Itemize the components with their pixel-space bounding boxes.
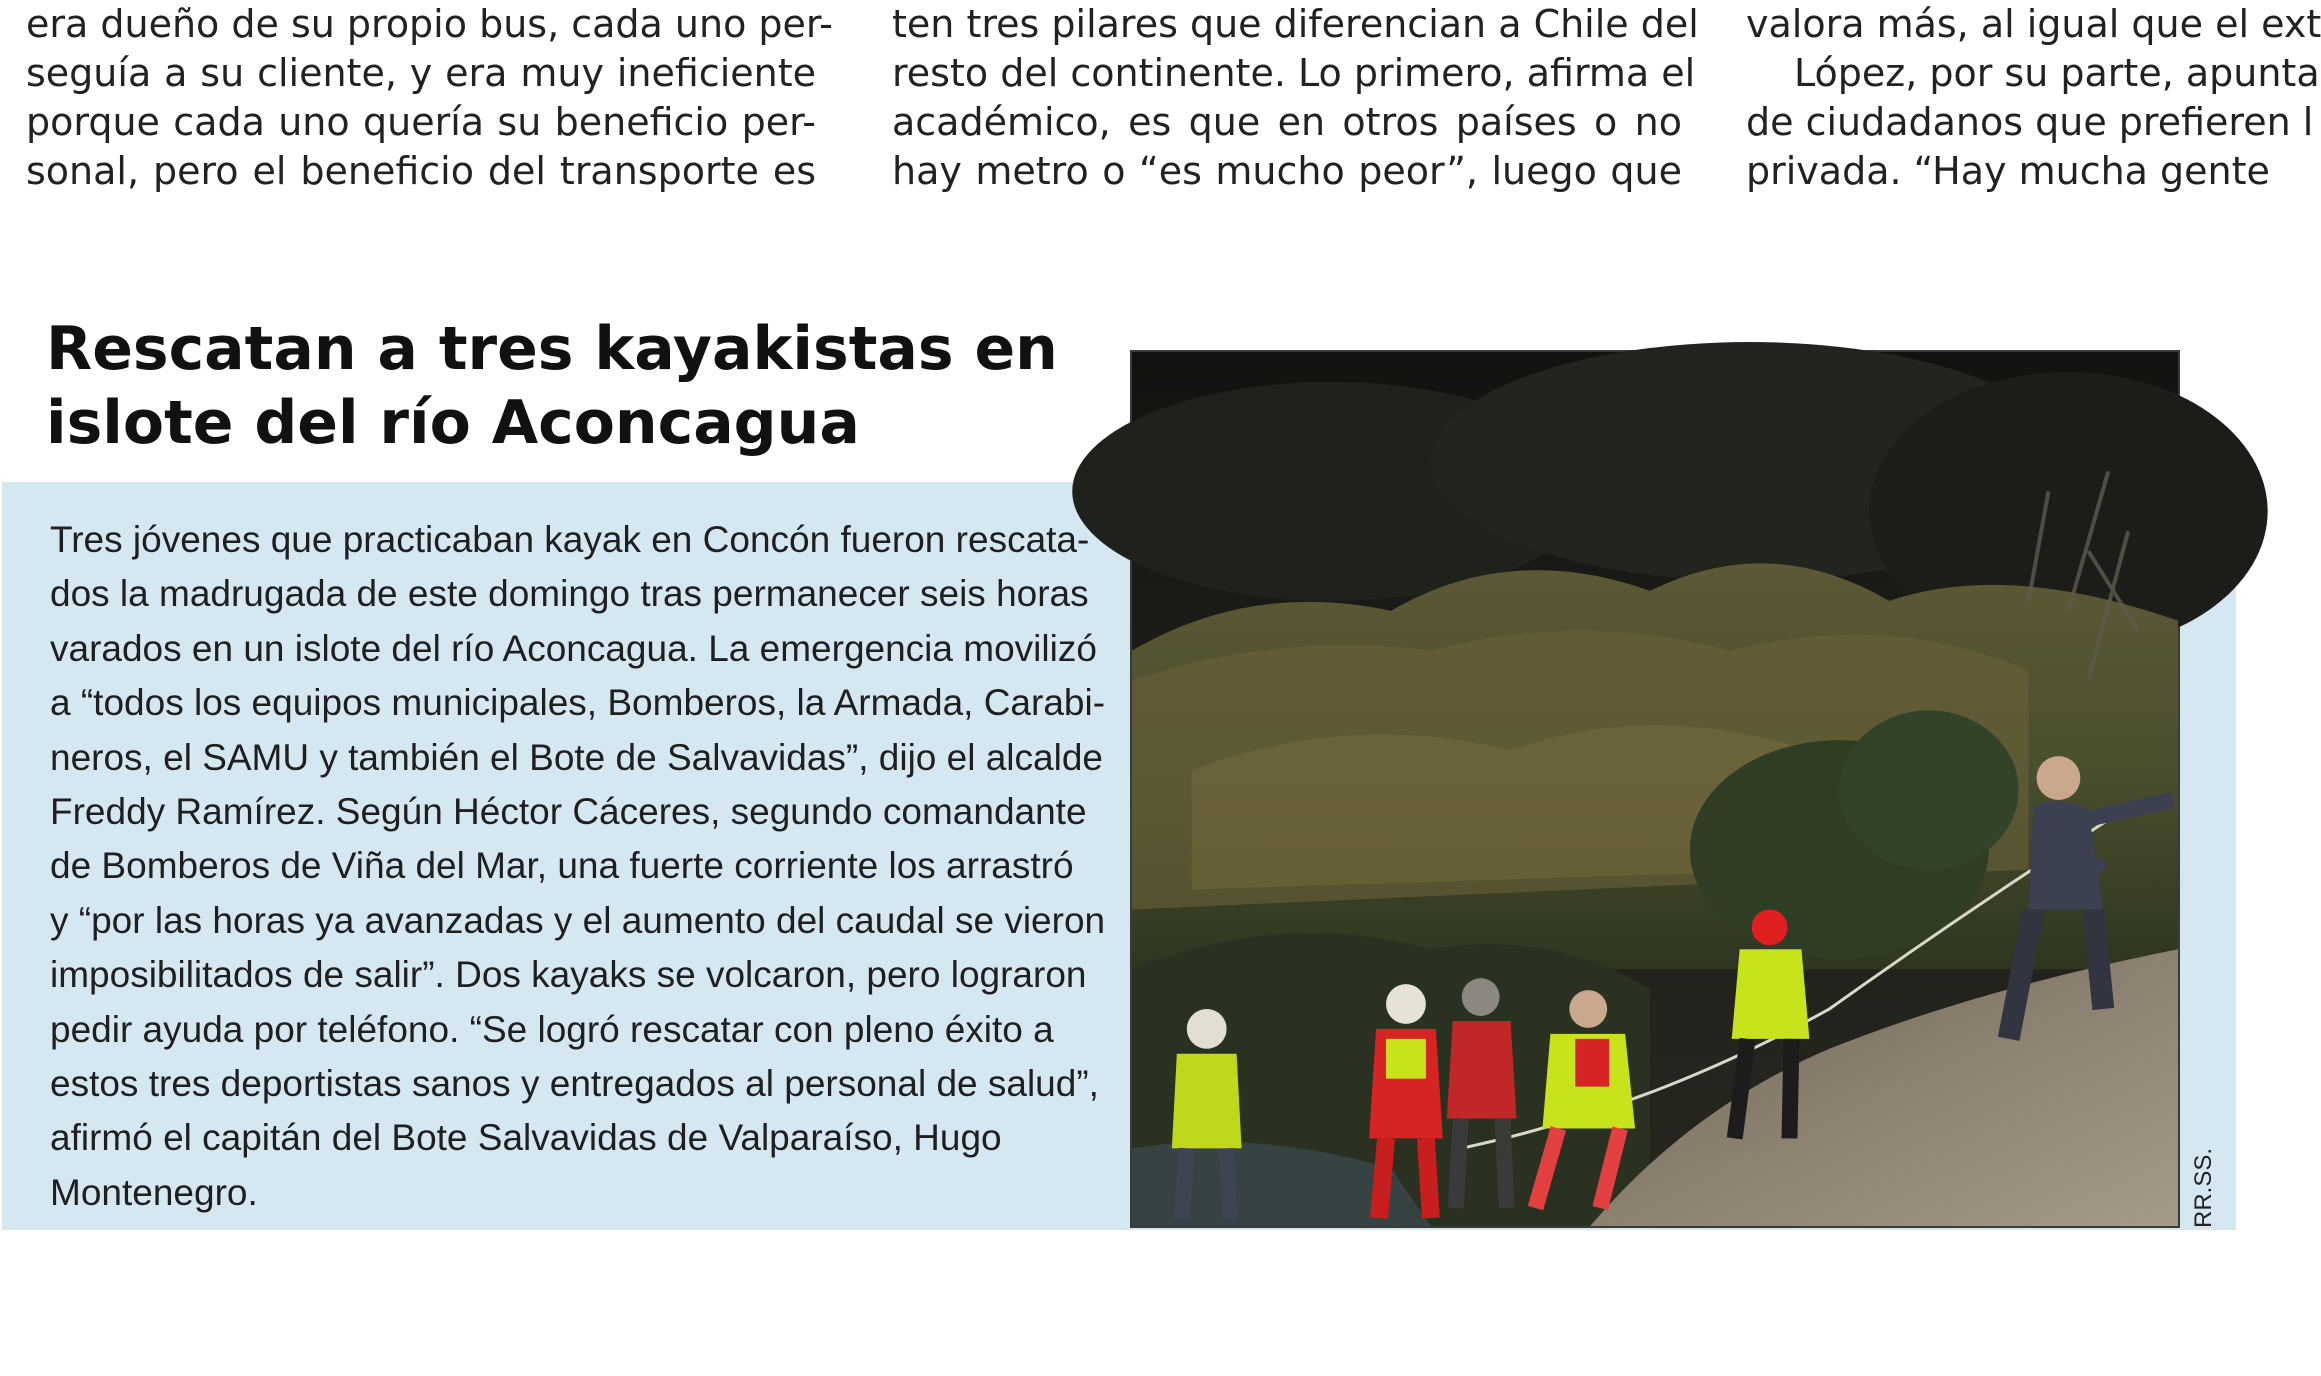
headline-line: islote del río Aconcagua: [46, 388, 860, 458]
column-line: hay metro o “es mucho peor”, luego que: [892, 149, 1682, 193]
column-line: López, por su parte, apunta: [1794, 51, 2320, 95]
column-line: académico, es que en otros países o no: [892, 100, 1682, 144]
body-line: dos la madrugada de este domingo tras permanecer seis horas: [50, 573, 1089, 615]
body-line: de Bomberos de Viña del Mar, una fuerte corriente los arrastró: [50, 845, 1074, 887]
article-headline: [46, 312, 1106, 460]
previous-article-column-1: [26, 0, 833, 196]
column-line: sonal, pero el beneficio del transporte es: [26, 149, 816, 193]
column-line: valora más, al igual que el ext: [1746, 2, 2321, 46]
column-line: seguía a su cliente, y era muy ineficiente: [26, 51, 816, 95]
column-line: era dueño de su propio bus, cada uno per-: [26, 2, 833, 46]
body-line: estos tres deportistas sanos y entregados al personal de salud”,: [50, 1063, 1099, 1105]
rescue-photo: [1130, 350, 2180, 1228]
body-line: y “por las horas ya avanzadas y el aumento del caudal se vieron: [50, 899, 1106, 941]
body-line: neros, el SAMU y también el Bote de Salvavidas”, dijo el alcalde: [50, 736, 1103, 778]
body-line: imposibilitados de salir”. Dos kayaks se volcaron, pero lograron: [50, 954, 1087, 996]
column-line: porque cada uno quería su beneficio per-: [26, 100, 816, 144]
previous-article-column-2: [892, 0, 1699, 196]
body-line: Tres jóvenes que practicaban kayak en Concón fueron rescata-: [50, 519, 1090, 560]
body-line: Freddy Ramírez. Según Héctor Cáceres, segundo comandante: [50, 791, 1087, 833]
photo-credit: RR.SS.: [2190, 1147, 2217, 1228]
column-line: de ciudadanos que prefieren l: [1746, 100, 2314, 144]
column-line: ten tres pilares que diferencian a Chile del: [892, 2, 1699, 46]
body-line: Montenegro.: [50, 1171, 258, 1213]
body-line: varados en un islote del río Aconcagua. La emergencia movilizó: [50, 627, 1097, 669]
body-line: afirmó el capitán del Bote Salvavidas de Valparaíso, Hugo: [50, 1117, 1002, 1159]
column-line: privada. “Hay mucha gente: [1746, 149, 2270, 193]
body-line: pedir ayuda por teléfono. “Se logró rescatar con pleno éxito a: [50, 1008, 1054, 1050]
rescue-photo-illustration: [1132, 352, 2178, 1226]
column-line: resto del continente. Lo primero, afirma el: [892, 51, 1696, 95]
previous-article-column-3: [1746, 0, 2321, 196]
article-body: [50, 513, 1116, 1220]
headline-line: Rescatan a tres kayakistas en: [46, 314, 1058, 384]
body-line: a “todos los equipos municipales, Bomberos, la Armada, Carabi-: [50, 682, 1106, 724]
